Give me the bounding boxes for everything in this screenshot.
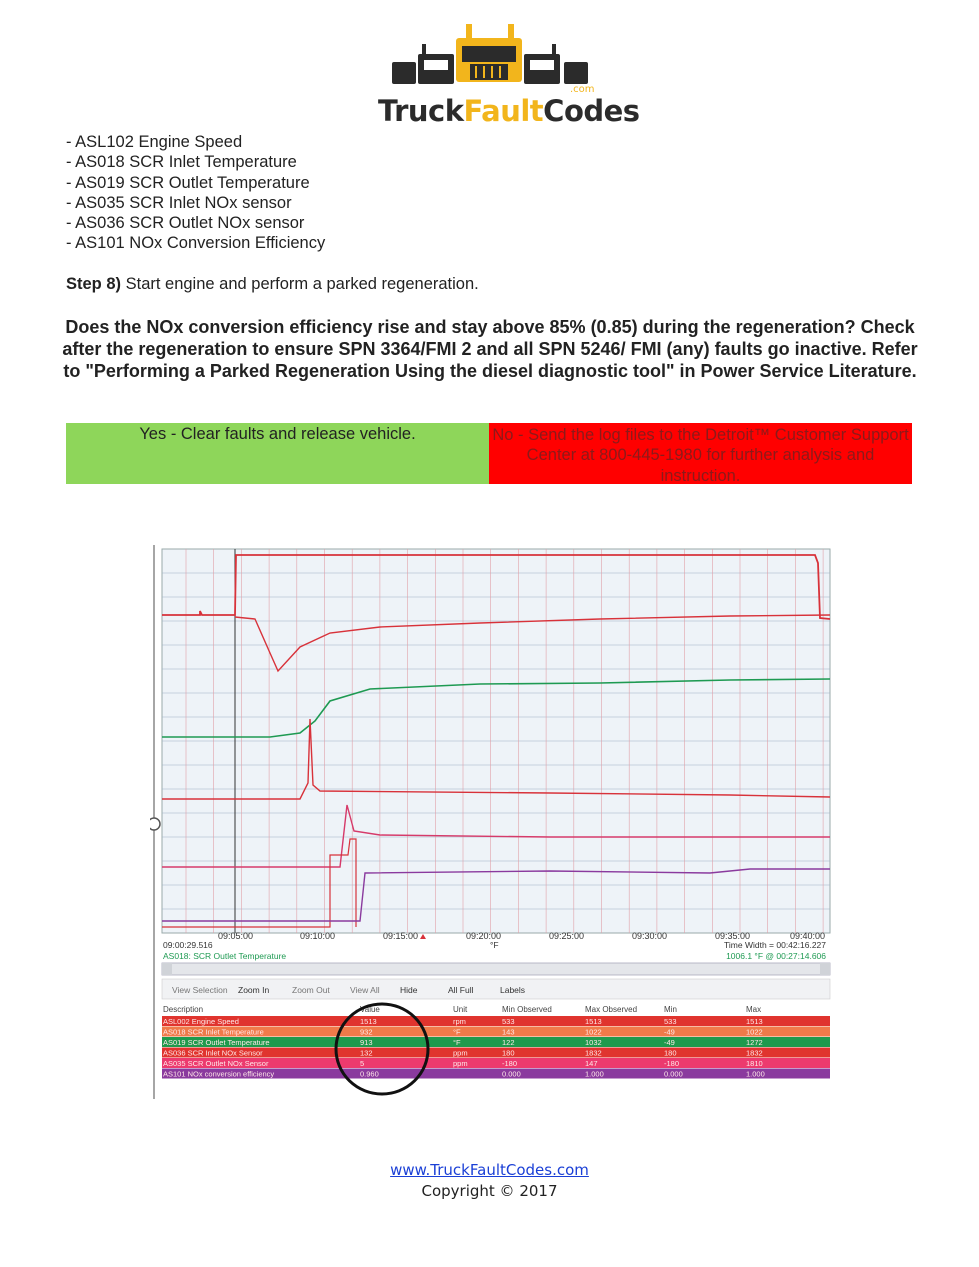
selected-parameter: AS018: SCR Outlet Temperature — [163, 951, 287, 961]
zoom-out-button[interactable]: Zoom Out — [292, 985, 330, 995]
answer-no: No - Send the log files to the Detroit™ Customer Support Center at 800-445-1980 for further analysis and instruction. — [489, 423, 912, 484]
table-cell: 122 — [502, 1038, 515, 1047]
answer-table — [66, 423, 912, 484]
list-item: - AS019 SCR Outlet Temperature — [66, 173, 310, 192]
table-cell: AS019 SCR Outlet Temperature — [163, 1038, 270, 1047]
parameter-list — [66, 132, 325, 254]
table-header-cell: Value — [360, 1005, 380, 1014]
table-cell: 1032 — [585, 1038, 602, 1047]
table-header-cell: Max Observed — [585, 1005, 638, 1014]
table-header-cell: Max — [746, 1005, 762, 1014]
table-cell: 180 — [664, 1048, 677, 1058]
table-cell: 180 — [502, 1048, 515, 1058]
copyright: Copyright © 2017 — [421, 1182, 558, 1200]
time-tick-label: 09:30:00 — [632, 931, 668, 941]
plot-slider-handle — [150, 818, 160, 830]
table-cell: 1022 — [585, 1027, 602, 1037]
table-cell: 1.000 — [746, 1069, 765, 1079]
scroll-right-arrow[interactable] — [820, 963, 830, 975]
time-tick-label: 09:20:00 — [466, 931, 502, 941]
table-cell: 132 — [360, 1048, 373, 1058]
table-cell: ppm — [453, 1059, 468, 1068]
truck-grille-icon — [378, 20, 602, 98]
view-selection-button[interactable]: View Selection — [172, 985, 228, 995]
table-header-cell: Min — [664, 1005, 677, 1014]
table-cell: 1513 — [746, 1017, 763, 1026]
table-cell: 932 — [360, 1027, 373, 1037]
table-cell: 1513 — [360, 1017, 377, 1026]
time-width: Time Width = 00:42:16.227 — [724, 940, 826, 950]
step-text: Start engine and perform a parked regeneration. — [121, 275, 479, 293]
answer-yes: Yes - Clear faults and release vehicle. — [66, 423, 489, 484]
zoom-in-button[interactable]: Zoom In — [238, 985, 270, 995]
diagnostic-tool-screenshot — [150, 543, 832, 1101]
unit-label: °F — [490, 940, 499, 950]
view-all-button[interactable]: View All — [350, 985, 380, 995]
table-cell: 533 — [664, 1017, 677, 1026]
horizontal-scrollbar[interactable] — [162, 963, 830, 975]
time-tick-label: 09:05:00 — [218, 931, 254, 941]
table-cell: 5 — [360, 1059, 365, 1068]
table-cell: rpm — [453, 1017, 466, 1026]
table-cell: 0.000 — [664, 1069, 683, 1079]
list-item: - AS101 NOx Conversion Efficiency — [66, 234, 326, 253]
table-cell: 1022 — [746, 1027, 763, 1037]
hide-button[interactable]: Hide — [400, 985, 418, 995]
question-text: Does the NOx conversion efficiency rise and stay above 85% (0.85) during the regeneration? Check after the regeneration to ensure SPN 3364/FMI 2 and all SPN 5246/ FMI (any) faults go inactive. Refer to "Performing a Parked Regeneration Using the diesel diagnostic tool" in Power Service Literature. — [62, 317, 918, 381]
step-label: Step 8) — [66, 275, 122, 293]
list-item: - AS035 SCR Inlet NOx sensor — [66, 193, 292, 212]
table-cell: 0.000 — [502, 1069, 521, 1079]
footer — [0, 1160, 979, 1202]
table-cell: 147 — [585, 1059, 598, 1068]
table-cell: AS035 SCR Outlet NOx Sensor — [163, 1059, 269, 1068]
time-tick-label: 09:35:00 — [715, 931, 751, 941]
table-cell: 143 — [502, 1027, 515, 1037]
table-cell: 0.960 — [360, 1069, 379, 1079]
table-header-cell: Unit — [453, 1005, 468, 1014]
table-cell: 1272 — [746, 1038, 763, 1047]
table-cell: -180 — [502, 1059, 518, 1068]
table-cell: AS018 SCR Inlet Temperature — [163, 1027, 264, 1037]
table-cell: 1810 — [746, 1059, 763, 1068]
table-cell: AS101 NOx conversion efficiency — [163, 1069, 275, 1079]
table-row — [162, 1016, 830, 1026]
time-tick-label: 09:25:00 — [549, 931, 585, 941]
table-cell: ppm — [453, 1048, 468, 1058]
table-header — [162, 1003, 830, 1015]
table-cell: ASL002 Engine Speed — [163, 1017, 239, 1026]
table-cell: °F — [453, 1027, 461, 1037]
time-tick-label: 09:40:00 — [790, 931, 826, 941]
table-cell: -49 — [664, 1027, 675, 1037]
table-cell: 913 — [360, 1038, 373, 1047]
cursor-value: 1006.1 °F @ 00:27:14.606 — [726, 951, 826, 961]
table-cell: 1832 — [746, 1048, 763, 1058]
table-cell: 1513 — [585, 1017, 602, 1026]
table-cell: -49 — [664, 1038, 675, 1047]
logo-wordmark: TruckFaultCodes — [378, 94, 640, 128]
truckfaultcodes-logo — [378, 20, 640, 128]
step-instruction — [66, 275, 479, 294]
table-cell: -180 — [664, 1059, 680, 1068]
table-cell: 533 — [502, 1017, 515, 1026]
all-full-button[interactable]: All Full — [448, 985, 474, 995]
time-tick-label: 09:15:00 — [383, 931, 419, 941]
list-item: - AS036 SCR Outlet NOx sensor — [66, 214, 305, 233]
time-tick-label: 09:10:00 — [300, 931, 336, 941]
logo-com: .com — [570, 84, 595, 95]
table-header-cell: Min Observed — [502, 1005, 552, 1014]
table-cell: AS036 SCR Inlet NOx Sensor — [163, 1048, 263, 1058]
table-cell: °F — [453, 1038, 461, 1047]
table-cell: 1832 — [585, 1048, 602, 1058]
list-item: - AS018 SCR Inlet Temperature — [66, 153, 297, 172]
list-item: - ASL102 Engine Speed — [66, 133, 243, 151]
cursor-time: 09:00:29.516 — [163, 940, 213, 950]
table-header-cell: Description — [163, 1005, 204, 1014]
footer-link[interactable]: www.TruckFaultCodes.com — [390, 1161, 589, 1179]
scroll-left-arrow[interactable] — [162, 963, 172, 975]
table-cell: 1.000 — [585, 1069, 604, 1079]
labels-button[interactable]: Labels — [500, 985, 526, 995]
